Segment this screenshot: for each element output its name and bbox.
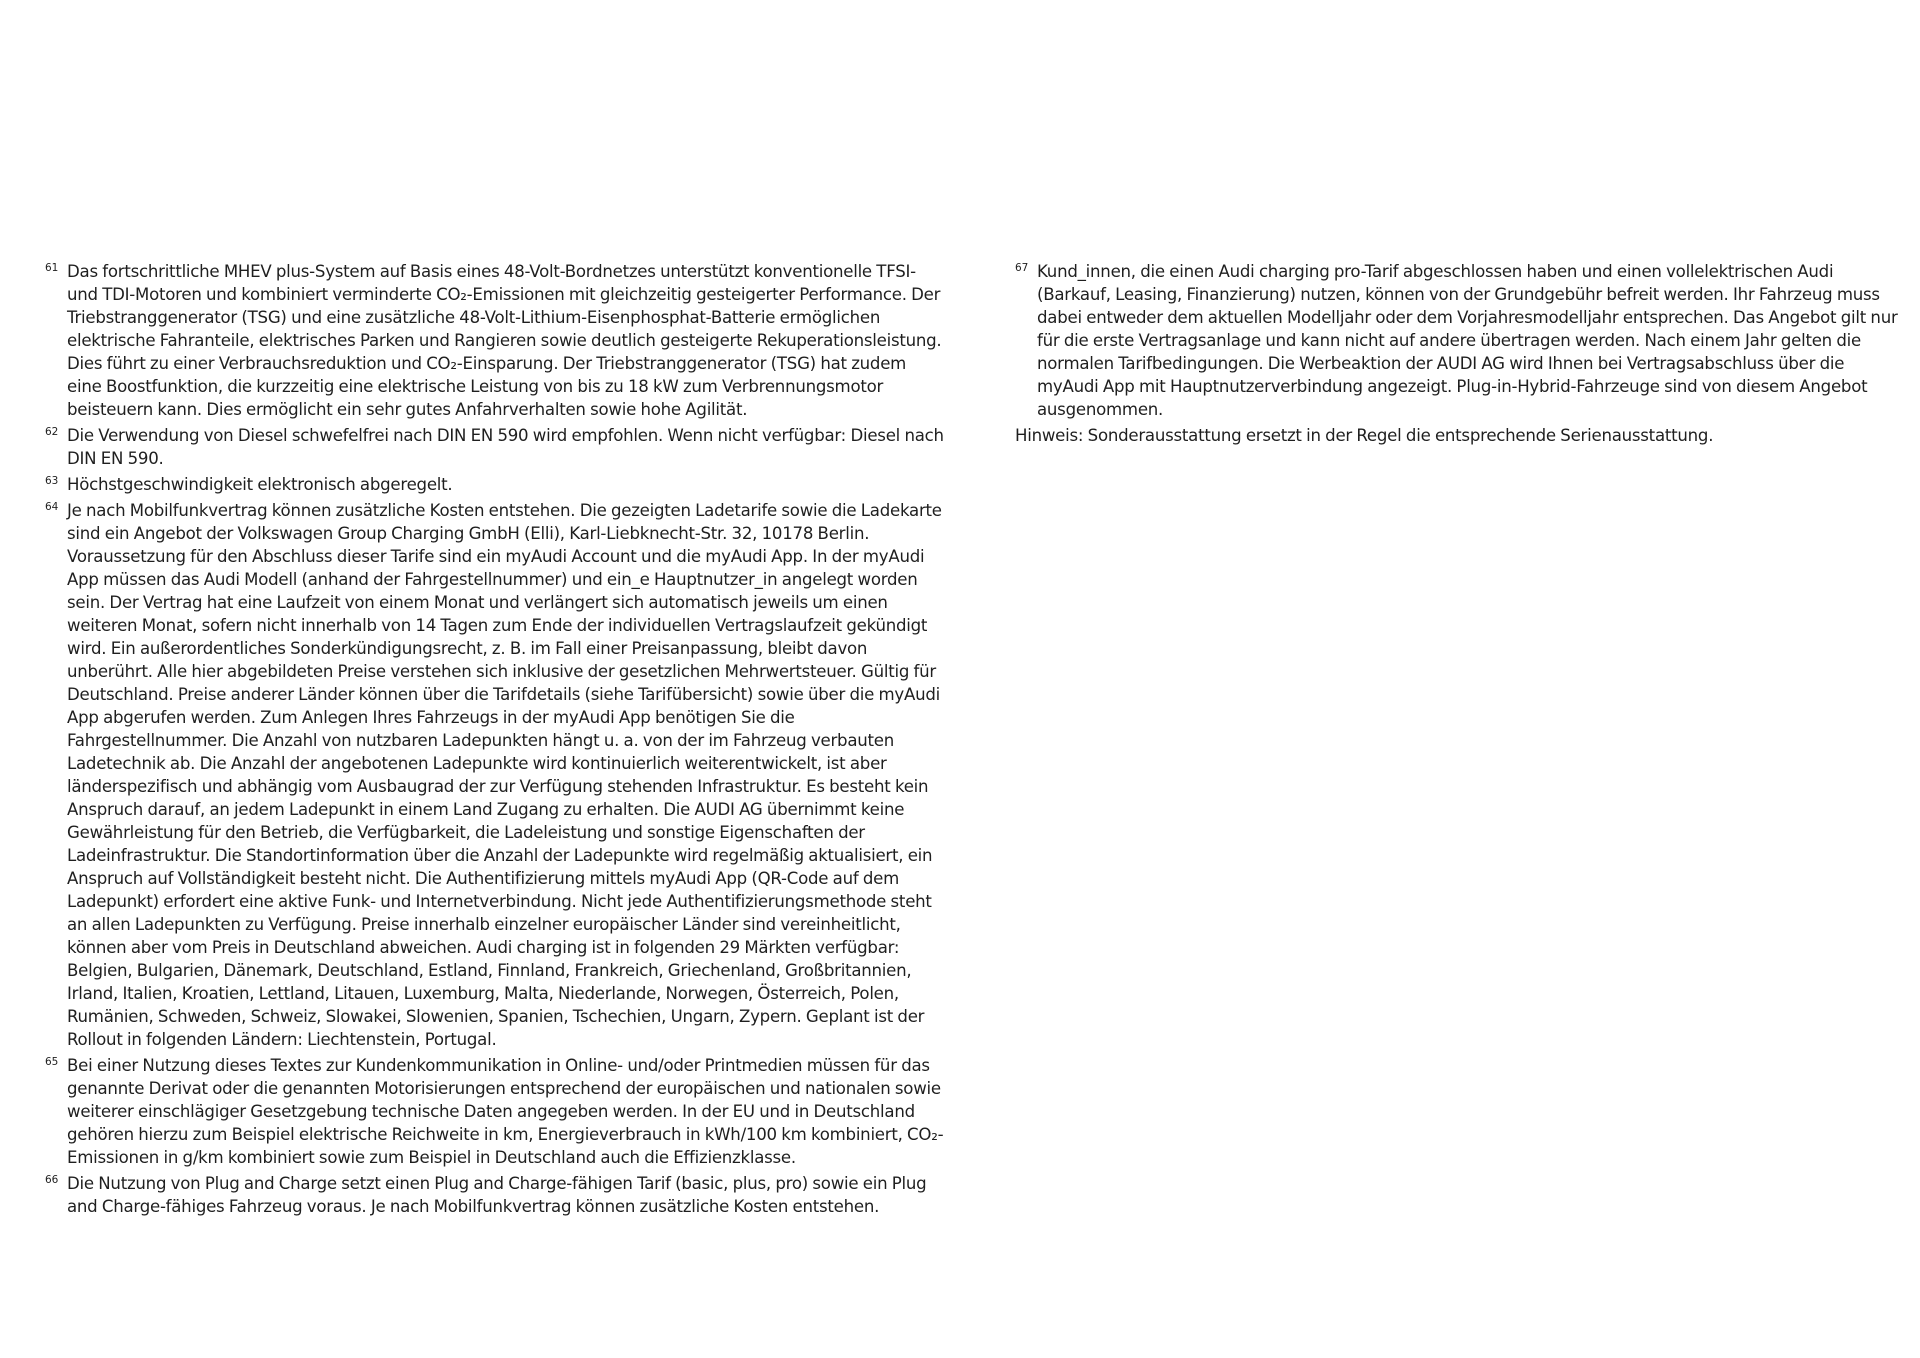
footnote-number: 66 (45, 1174, 59, 1186)
footnote-64 (45, 499, 945, 1051)
footnote-text: Die Verwendung von Diesel schwefelfrei nach DIN EN 590 wird empfohlen. Wenn nicht verfügbar: Diesel nach DIN EN 590. (67, 426, 944, 468)
footnote-number: 65 (45, 1056, 59, 1068)
footnote-62 (45, 424, 945, 470)
footnote-number: 61 (45, 262, 59, 274)
footnotes-left-column (45, 260, 945, 1221)
footnote-number: 62 (45, 426, 59, 438)
footnote-text: Höchstgeschwindigkeit elektronisch abgeregelt. (67, 475, 453, 494)
footnote-text: Das fortschrittliche MHEV plus-System auf Basis eines 48-Volt-Bordnetzes unterstützt konventionelle TFSI- und TDI-Motoren und kombiniert verminderte CO₂-Emissionen mit gleichzeitig gesteigerter Performance. Der Triebstranggenerator (TSG) und eine zusätzliche 48-Volt-Lithium-Eisenphosphat-Batterie ermöglichen elektrische Fahranteile, elektrisches Parken und Rangieren sowie deutlich gesteigerte Rekuperationsleistung. Dies führt zu einer Verbrauchsreduktion und CO₂-Einsparung. Der Triebstranggenerator (TSG) hat zudem eine Boostfunktion, die kurzzeitig eine elektrische Leistung von bis zu 18 kW zum Verbrennungsmotor beisteuern kann. Dies ermöglicht ein sehr gutes Anfahrverhalten sowie hohe Agilität. (67, 262, 942, 419)
footnote-text: Die Nutzung von Plug and Charge setzt einen Plug and Charge-fähigen Tarif (basic, plus, pro) sowie ein Plug and Charge-fähiges Fahrzeug voraus. Je nach Mobilfunkvertrag können zusätzliche Kosten entstehen. (67, 1174, 927, 1216)
footnote-66 (45, 1172, 945, 1218)
footnotes-right-column (1015, 260, 1905, 447)
footnote-text: Kund_innen, die einen Audi charging pro-Tarif abgeschlossen haben und einen vollelektrischen Audi (Barkauf, Leasing, Finanzierung) nutzen, können von der Grundgebühr befreit werden. Ihr Fahrzeug muss dabei entweder dem aktuellen Modelljahr oder dem Vorjahresmodelljahr entsprechen. Das Angebot gilt nur für die erste Vertragsanlage und kann nicht auf andere übertragen werden. Nach einem Jahr gelten die normalen Tarifbedingungen. Die Werbeaktion der AUDI AG wird Ihnen bei Vertragsabschluss über die myAudi App mit Hauptnutzerverbindung angezeigt. Plug-in-Hybrid-Fahrzeuge sind von diesem Angebot ausgenommen. (1037, 262, 1898, 419)
footnote-number: 67 (1015, 262, 1029, 274)
footnote-number: 64 (45, 501, 59, 513)
footnote-text: Bei einer Nutzung dieses Textes zur Kundenkommunikation in Online- und/oder Printmedien müssen für das genannte Derivat oder die genannten Motorisierungen entsprechend der europäischen und nationalen sowie weiterer einschlägiger Gesetzgebung technische Daten angegeben werden. In der EU und in Deutschland gehören hierzu zum Beispiel elektrische Reichweite in km, Energieverbrauch in kWh/100 km kombiniert, CO₂-Emissionen in g/km kombiniert sowie zum Beispiel in Deutschland auch die Effizienzklasse. (67, 1056, 944, 1167)
footnote-text: Je nach Mobilfunkvertrag können zusätzliche Kosten entstehen. Die gezeigten Ladetarife sowie die Ladekarte sind ein Angebot der Volkswagen Group Charging GmbH (Elli), Karl-Liebknecht-Str. 32, 10178 Berlin. Voraussetzung für den Abschluss dieser Tarife sind ein myAudi Account und die myAudi App. In der myAudi App müssen das Audi Modell (anhand der Fahrgestellnummer) und ein_e Hauptnutzer_in angelegt worden sein. Der Vertrag hat eine Laufzeit von einem Monat und verlängert sich automatisch jeweils um einen weiteren Monat, sofern nicht innerhalb von 14 Tagen zum Ende der individuellen Vertragslaufzeit gekündigt wird. Ein außerordentliches Sonderkündigungsrecht, z. B. im Fall einer Preisanpassung, bleibt davon unberührt. Alle hier abgebildeten Preise verstehen sich inklusive der gesetzlichen Mehrwertsteuer. Gültig für Deutschland. Preise anderer Länder können über die Tarifdetails (siehe Tarifübersicht) sowie über die myAudi App abgerufen werden. Zum Anlegen Ihres Fahrzeugs in der myAudi App benötigen Sie die Fahrgestellnummer. Die Anzahl von nutzbaren Ladepunkten hängt u. a. von der im Fahrzeug verbauten Ladetechnik ab. Die Anzahl der angebotenen Ladepunkte wird kontinuierlich weiterentwickelt, ist aber länderspezifisch und abhängig vom Ausbaugrad der zur Verfügung stehenden Infrastruktur. Es besteht kein Anspruch darauf, an jedem Ladepunkt in einem Land Zugang zu erhalten. Die AUDI AG übernimmt keine Gewährleistung für den Betrieb, die Verfügbarkeit, die Ladeleistung und sonstige Eigenschaften der Ladeinfrastruktur. Die Standortinformation über die Anzahl der Ladepunkte wird regelmäßig aktualisiert, ein Anspruch auf Vollständigkeit besteht nicht. Die Authentifizierung mittels myAudi App (QR-Code auf dem Ladepunkt) erfordert eine aktive Funk- und Internetverbindung. Nicht jede Authentifizierungsmethode steht an allen Ladepunkten zu Verfügung. Preise innerhalb einzelner europäischer Länder sind vereinheitlicht, können aber vom Preis in Deutschland abweichen. Audi charging ist in folgenden 29 Märkten verfügbar: Belgien, Bulgarien, Dänemark, Deutschland, Estland, Finnland, Frankreich, Griechenland, Großbritannien, Irland, Italien, Kroatien, Lettland, Litauen, Luxemburg, Malta, Niederlande, Norwegen, Österreich, Polen, Rumänien, Schweden, Schweiz, Slowakei, Slowenien, Spanien, Tschechien, Ungarn, Zypern. Geplant ist der Rollout in folgenden Ländern: Liechtenstein, Portugal. (67, 501, 942, 1049)
footnote-61 (45, 260, 945, 421)
footnote-number: 63 (45, 475, 59, 487)
equipment-hint: Hinweis: Sonderausstattung ersetzt in der Regel die entsprechende Serienausstattung. (1015, 426, 1714, 445)
footnote-63 (45, 473, 945, 496)
footnote-67 (1015, 260, 1905, 421)
footnote-65 (45, 1054, 945, 1169)
